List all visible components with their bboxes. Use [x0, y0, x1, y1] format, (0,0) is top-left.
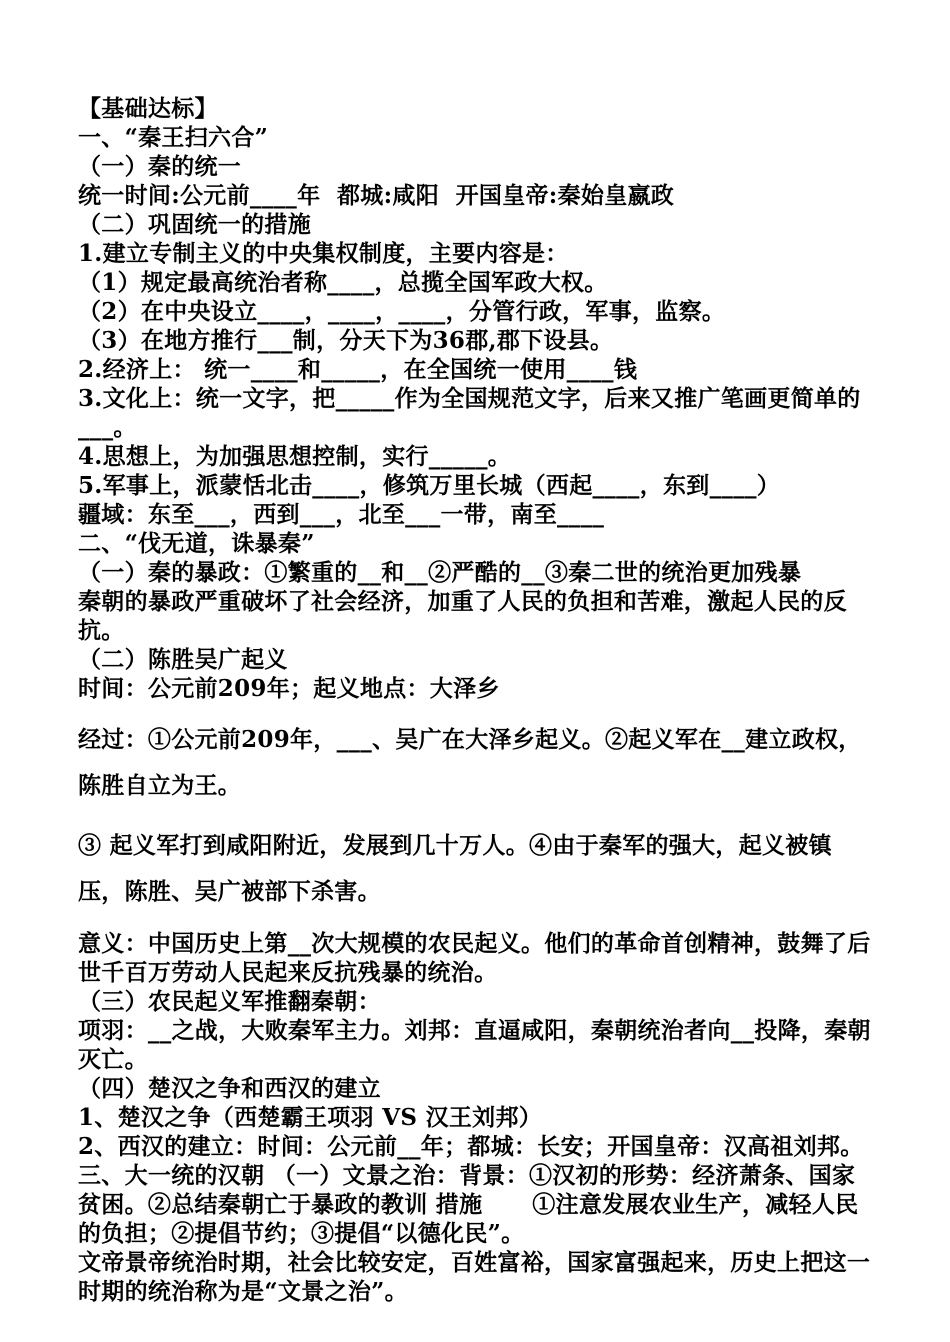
- text-line: 意义：中国历史上第__次大规模的农民起义。他们的革命首创精神，鼓舞了后世千百万劳动人民起来反抗残暴的统治。: [78, 930, 871, 986]
- section-heading-basics: 【基础达标】: [78, 95, 218, 122]
- text-line: 1、楚汉之争（西楚霸王项羽 VS 汉王刘邦）: [78, 1104, 543, 1131]
- document-body: [78, 94, 878, 1306]
- text-line: 疆域：东至___，西到___，北至___一带，南至____: [78, 501, 605, 528]
- heading-part-2: 二、“伐无道，诛暴秦”: [78, 530, 315, 557]
- subheading-qin-unification: （一）秦的统一: [78, 153, 242, 180]
- text-line: （3）在地方推行___制，分天下为36郡,郡下设县。: [78, 327, 614, 354]
- text-line: 2、西汉的建立：时间：公元前__年；都城：长安；开国皇帝：汉高祖刘邦。: [78, 1133, 864, 1160]
- subheading-chen-wu-uprising: （二）陈胜吴广起义: [78, 646, 288, 673]
- text-line: 时间：公元前209年；起义地点：大泽乡: [78, 675, 500, 702]
- subheading-consolidation: （二）巩固统一的措施: [78, 211, 311, 238]
- heading-part-3: 三、大一统的汉朝 （一）文景之治：背景：①汉初的形势：经济萧条、国家贫困。②总结秦朝亡于暴政的教训 措施 ①注意发展农业生产，减轻人民的负担；②提倡节约；③提倡“以德化民”。: [78, 1162, 859, 1247]
- text-line: 项羽：__之战，大败秦军主力。刘邦：直逼咸阳，秦朝统治者向__投降，秦朝灭亡。: [78, 1017, 871, 1073]
- text-line: 统一时间:公元前____年 都城:咸阳 开国皇帝:秦始皇嬴政: [78, 182, 675, 209]
- subheading-chu-han: （四）楚汉之争和西汉的建立: [78, 1075, 381, 1102]
- subheading-overthrow-qin: （三）农民起义军推翻秦朝：: [78, 988, 381, 1015]
- text-line: 4.思想上，为加强思想控制，实行_____。: [78, 443, 512, 470]
- text-line: 2.经济上： 统一____和_____，在全国统一使用____钱: [78, 356, 638, 383]
- text-line: 1.建立专制主义的中央集权制度，主要内容是：: [78, 240, 569, 267]
- text-line: 文帝景帝统治时期，社会比较安定，百姓富裕，国家富强起来，历史上把这一时期的统治称为是“文景之治”。: [78, 1249, 871, 1305]
- text-line: ③ 起义军打到咸阳附近，发展到几十万人。④由于秦军的强大，起义被镇压，陈胜、吴广被部下杀害。: [78, 832, 832, 905]
- text-line: 秦朝的暴政严重破坏了社会经济，加重了人民的负担和苦难，激起人民的反抗。: [78, 588, 847, 644]
- text-line: 5.军事上，派蒙恬北击____，修筑万里长城（西起____，东到____）: [78, 472, 781, 499]
- text-line: 经过：①公元前209年，___、吴广在大泽乡起义。②起义军在__建立政权，陈胜自立为王。: [78, 726, 862, 799]
- text-line: （一）秦的暴政：①繁重的__和__②严酷的__③秦二世的统治更加残暴: [78, 559, 802, 586]
- text-line: （1）规定最高统治者称____，总揽全国军政大权。: [78, 269, 608, 296]
- text-line: 3.文化上：统一文字，把_____作为全国规范文字，后来又推广笔画更简单的___。: [78, 385, 861, 441]
- text-line: （2）在中央设立____，____，____，分管行政，军事，监察。: [78, 298, 726, 325]
- heading-part-1: 一、“秦王扫六合”: [78, 124, 269, 151]
